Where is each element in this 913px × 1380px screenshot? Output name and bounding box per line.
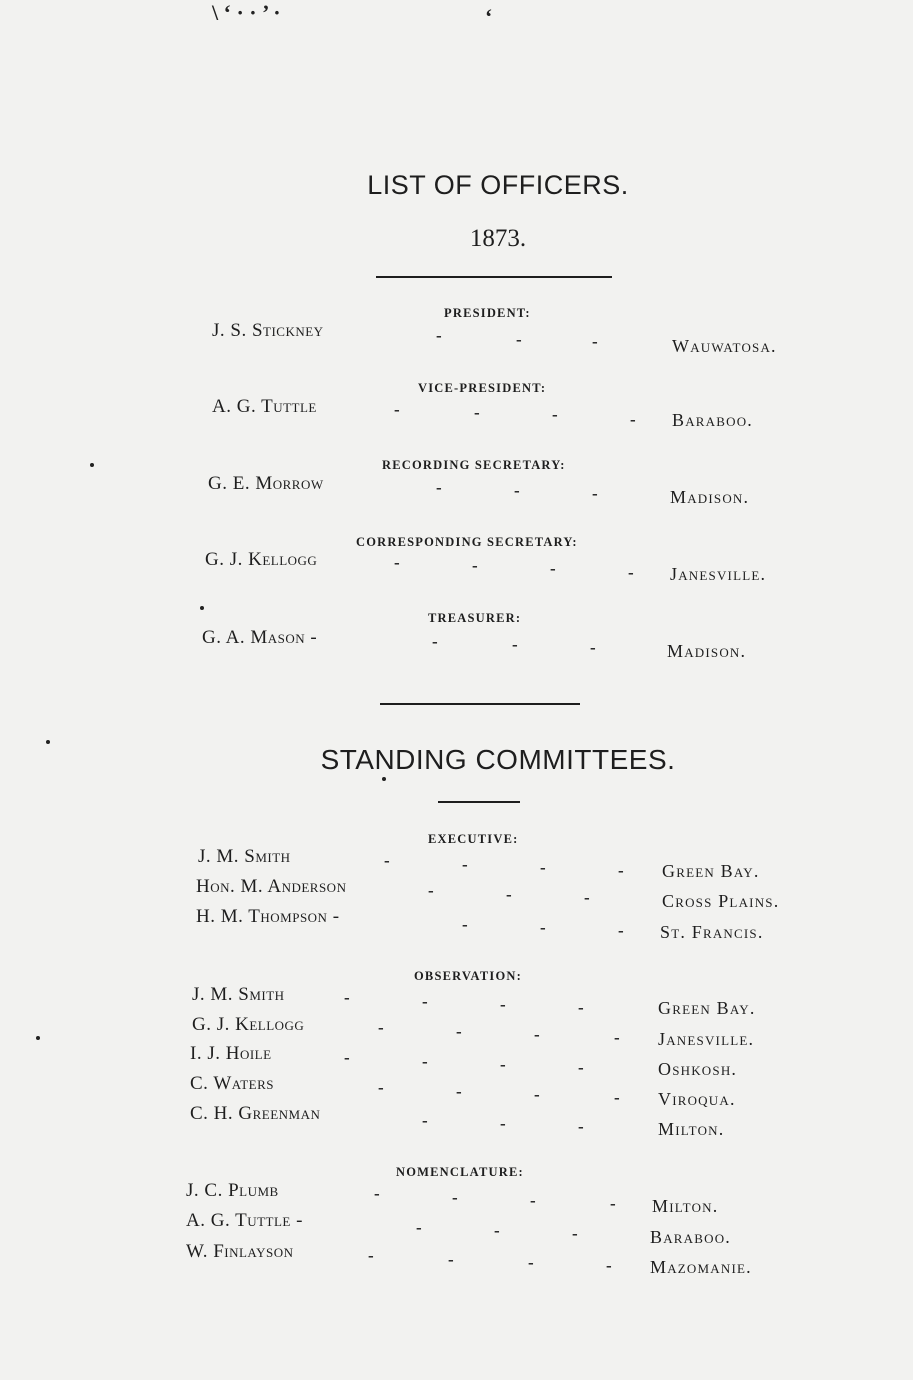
office-title: PRESIDENT: — [444, 306, 531, 320]
leader-dash: - — [628, 563, 634, 582]
leader-dash: - — [474, 403, 480, 422]
leader-dash: - — [374, 1184, 380, 1203]
margin-scribble-dot: ‘ — [485, 4, 493, 29]
officer-place: Wauwatosa. — [672, 336, 777, 356]
committee-title: NOMENCLATURE: — [396, 1165, 524, 1179]
member-place: Baraboo. — [650, 1227, 732, 1247]
leader-dash: - — [590, 638, 596, 657]
member-name: H. M. Thompson - — [196, 906, 340, 927]
leader-dash: - — [606, 1256, 612, 1275]
page-title: LIST OF OFFICERS. — [367, 170, 629, 200]
leader-dash: - — [394, 553, 400, 572]
leader-dash: - — [416, 1218, 422, 1237]
leader-dash: - — [512, 635, 518, 654]
member-name: Hon. M. Anderson — [196, 876, 347, 897]
leader-dash: - — [344, 988, 350, 1007]
scan-speck — [36, 1036, 40, 1040]
scan-speck — [200, 606, 204, 610]
member-place: Janesville. — [658, 1029, 755, 1049]
scan-speck — [90, 463, 94, 467]
member-name: A. G. Tuttle - — [186, 1210, 303, 1231]
office-title: RECORDING SECRETARY: — [382, 458, 566, 472]
leader-dash: - — [456, 1082, 462, 1101]
leader-dash: - — [540, 918, 546, 937]
member-place: Cross Plains. — [662, 891, 780, 911]
member-name: I. J. Hoile — [190, 1043, 272, 1064]
officer-name: G. J. Kellogg — [205, 549, 318, 570]
year-label: 1873. — [469, 225, 527, 252]
leader-dash: - — [534, 1025, 540, 1044]
leader-dash: - — [584, 888, 590, 907]
committee-title: EXECUTIVE: — [428, 832, 519, 846]
member-place: Green Bay. — [662, 861, 760, 881]
scan-speck — [46, 740, 50, 744]
member-place: Viroqua. — [658, 1089, 736, 1109]
leader-dash: - — [630, 410, 636, 429]
divider-rule — [438, 801, 520, 803]
leader-dash: - — [472, 556, 478, 575]
leader-dash: - — [614, 1088, 620, 1107]
leader-dash: - — [500, 1114, 506, 1133]
committees-heading: STANDING COMMITTEES. — [320, 744, 676, 775]
leader-dash: - — [610, 1194, 616, 1213]
leader-dash: - — [540, 858, 546, 877]
member-name: J. C. Plumb — [186, 1180, 279, 1201]
leader-dash: - — [500, 995, 506, 1014]
leader-dash: - — [514, 481, 520, 500]
member-name: C. Waters — [190, 1073, 274, 1094]
leader-dash: - — [550, 559, 556, 578]
member-place: Green Bay. — [658, 998, 756, 1018]
leader-dash: - — [552, 405, 558, 424]
divider-rule — [380, 703, 580, 705]
committee-title: OBSERVATION: — [414, 969, 522, 983]
leader-dash: - — [462, 915, 468, 934]
scan-speck — [382, 777, 386, 781]
member-name: W. Finlayson — [186, 1241, 294, 1262]
leader-dash: - — [448, 1250, 454, 1269]
office-title: TREASURER: — [428, 611, 522, 625]
divider-rule — [376, 276, 612, 278]
member-place: Oshkosh. — [658, 1059, 738, 1079]
leader-dash: - — [422, 1111, 428, 1130]
member-place: St. Francis. — [660, 922, 764, 942]
leader-dash: - — [432, 632, 438, 651]
leader-dash: - — [618, 861, 624, 880]
leader-dash: - — [378, 1018, 384, 1037]
leader-dash: - — [384, 851, 390, 870]
officer-place: Madison. — [670, 487, 750, 507]
leader-dash: - — [422, 992, 428, 1011]
member-name: J. M. Smith — [192, 984, 285, 1005]
leader-dash: - — [530, 1191, 536, 1210]
officer-name: J. S. Stickney — [212, 320, 324, 341]
leader-dash: - — [506, 885, 512, 904]
leader-dash: - — [344, 1048, 350, 1067]
leader-dash: - — [618, 921, 624, 940]
leader-dash: - — [462, 855, 468, 874]
office-title: VICE-PRESIDENT: — [418, 381, 547, 395]
office-title: CORRESPONDING SECRETARY: — [356, 535, 578, 549]
margin-scribble: \ ‘ · · ’ · — [212, 0, 281, 25]
member-place: Mazomanie. — [650, 1257, 752, 1277]
leader-dash: - — [500, 1055, 506, 1074]
leader-dash: - — [516, 330, 522, 349]
leader-dash: - — [578, 998, 584, 1017]
leader-dash: - — [578, 1058, 584, 1077]
officer-name: G. A. Mason - — [202, 627, 318, 648]
officer-place: Madison. — [667, 641, 747, 661]
leader-dash: - — [494, 1221, 500, 1240]
officer-name: A. G. Tuttle — [212, 396, 317, 417]
leader-dash: - — [422, 1052, 428, 1071]
leader-dash: - — [534, 1085, 540, 1104]
leader-dash: - — [452, 1188, 458, 1207]
member-name: J. M. Smith — [198, 846, 291, 867]
leader-dash: - — [368, 1246, 374, 1265]
member-name: C. H. Greenman — [190, 1103, 321, 1124]
officer-place: Janesville. — [670, 564, 767, 584]
member-place: Milton. — [658, 1119, 725, 1139]
leader-dash: - — [592, 332, 598, 351]
member-place: Milton. — [652, 1196, 719, 1216]
leader-dash: - — [572, 1224, 578, 1243]
leader-dash: - — [592, 484, 598, 503]
leader-dash: - — [614, 1028, 620, 1047]
member-name: G. J. Kellogg — [192, 1014, 305, 1035]
officer-place: Baraboo. — [672, 410, 754, 430]
leader-dash: - — [578, 1117, 584, 1136]
leader-dash: - — [428, 881, 434, 900]
officer-name: G. E. Morrow — [208, 473, 324, 494]
leader-dash: - — [436, 326, 442, 345]
leader-dash: - — [456, 1022, 462, 1041]
leader-dash: - — [436, 478, 442, 497]
leader-dash: - — [528, 1253, 534, 1272]
leader-dash: - — [394, 400, 400, 419]
leader-dash: - — [378, 1078, 384, 1097]
